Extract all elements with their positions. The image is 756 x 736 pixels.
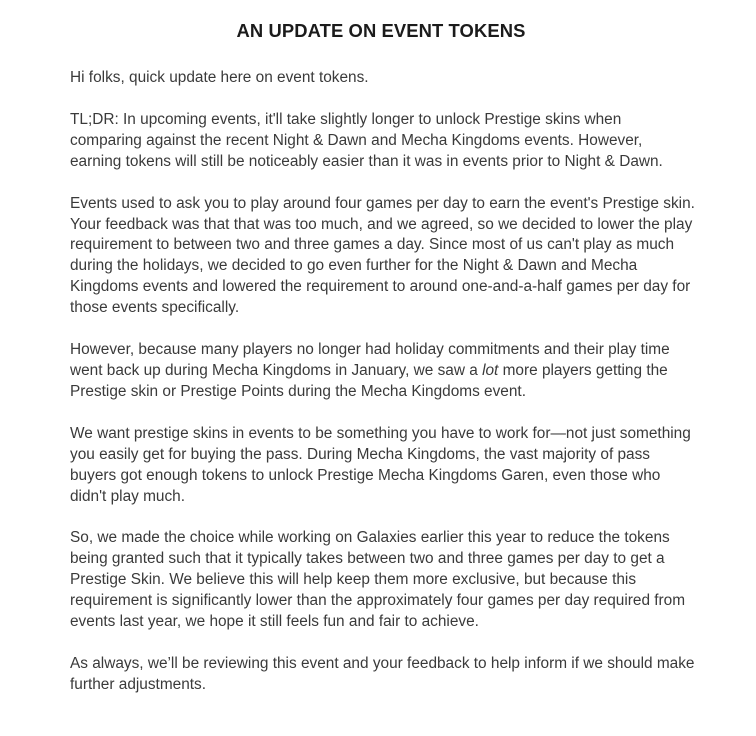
text-line: However, because many players no longer had holiday commitments and their play time [70,341,670,359]
text-line: Kingdoms events and lowered the requirement to around one-and-a-half games per day for [70,278,691,296]
text-line: further adjustments. [70,675,207,693]
text-segment: went back up during Mecha Kingdoms in January, we saw a [70,361,483,379]
text-line: earning tokens will still be noticeably easier than it was in events prior to Night & Dawn. [70,152,663,170]
paragraph-prestige-goal [70,424,710,508]
text-line: comparing against the recent Night & Dawn and Mecha Kingdoms events. However, [70,131,643,149]
text-line: didn't play much. [70,487,186,505]
paragraph-tldr [70,110,710,173]
paragraph-mecha-kingdoms [70,340,710,403]
text-line: As always, we’ll be reviewing this event and your feedback to help inform if we should make [70,654,695,672]
text-line: We want prestige skins in events to be something you have to work for—not just something [70,424,691,442]
emphasis-text: lot [482,361,499,379]
text-line: being granted such that it typically takes between two and three games per day to get a [70,550,665,568]
text-line: those events specifically. [70,299,240,317]
text-line: Prestige skin or Prestige Points during the Mecha Kingdoms event. [70,382,526,400]
text-line: So, we made the choice while working on Galaxies earlier this year to reduce the tokens [70,529,670,547]
text-line: Your feedback was that that was too much, and we agreed, so we decided to lower the play [70,215,693,233]
text-line: TL;DR: In upcoming events, it'll take slightly longer to unlock Prestige skins when [70,110,622,128]
text-line: during the holidays, we decided to go even further for the Night & Dawn and Mecha [70,257,638,275]
text-line: Hi folks, quick update here on event tokens. [70,69,369,86]
paragraph-history [70,194,710,319]
text-line: Events used to ask you to play around four games per day to earn the event's Prestige skin. [70,194,695,212]
text-line: requirement to between two and three games a day. Since most of us can't play as much [70,236,675,254]
paragraph-intro [70,68,710,89]
text-line: requirement is significantly lower than the approximately four games per day required from [70,592,686,610]
text-line: you easily get for buying the pass. During Mecha Kingdoms, the vast majority of pass [70,445,651,463]
text-line [70,361,710,382]
paragraph-closing [70,654,710,696]
paragraph-galaxies [70,528,710,633]
article-body [70,68,710,717]
text-line: events last year, we hope it still feels fun and fair to achieve. [70,613,479,631]
text-segment: more players getting the [498,361,668,379]
text-line: buyers got enough tokens to unlock Prestige Mecha Kingdoms Garen, even those who [70,466,661,484]
text-line: Prestige Skin. We believe this will help keep them more exclusive, but because this [70,571,637,589]
article-title: AN UPDATE ON EVENT TOKENS [236,20,526,41]
